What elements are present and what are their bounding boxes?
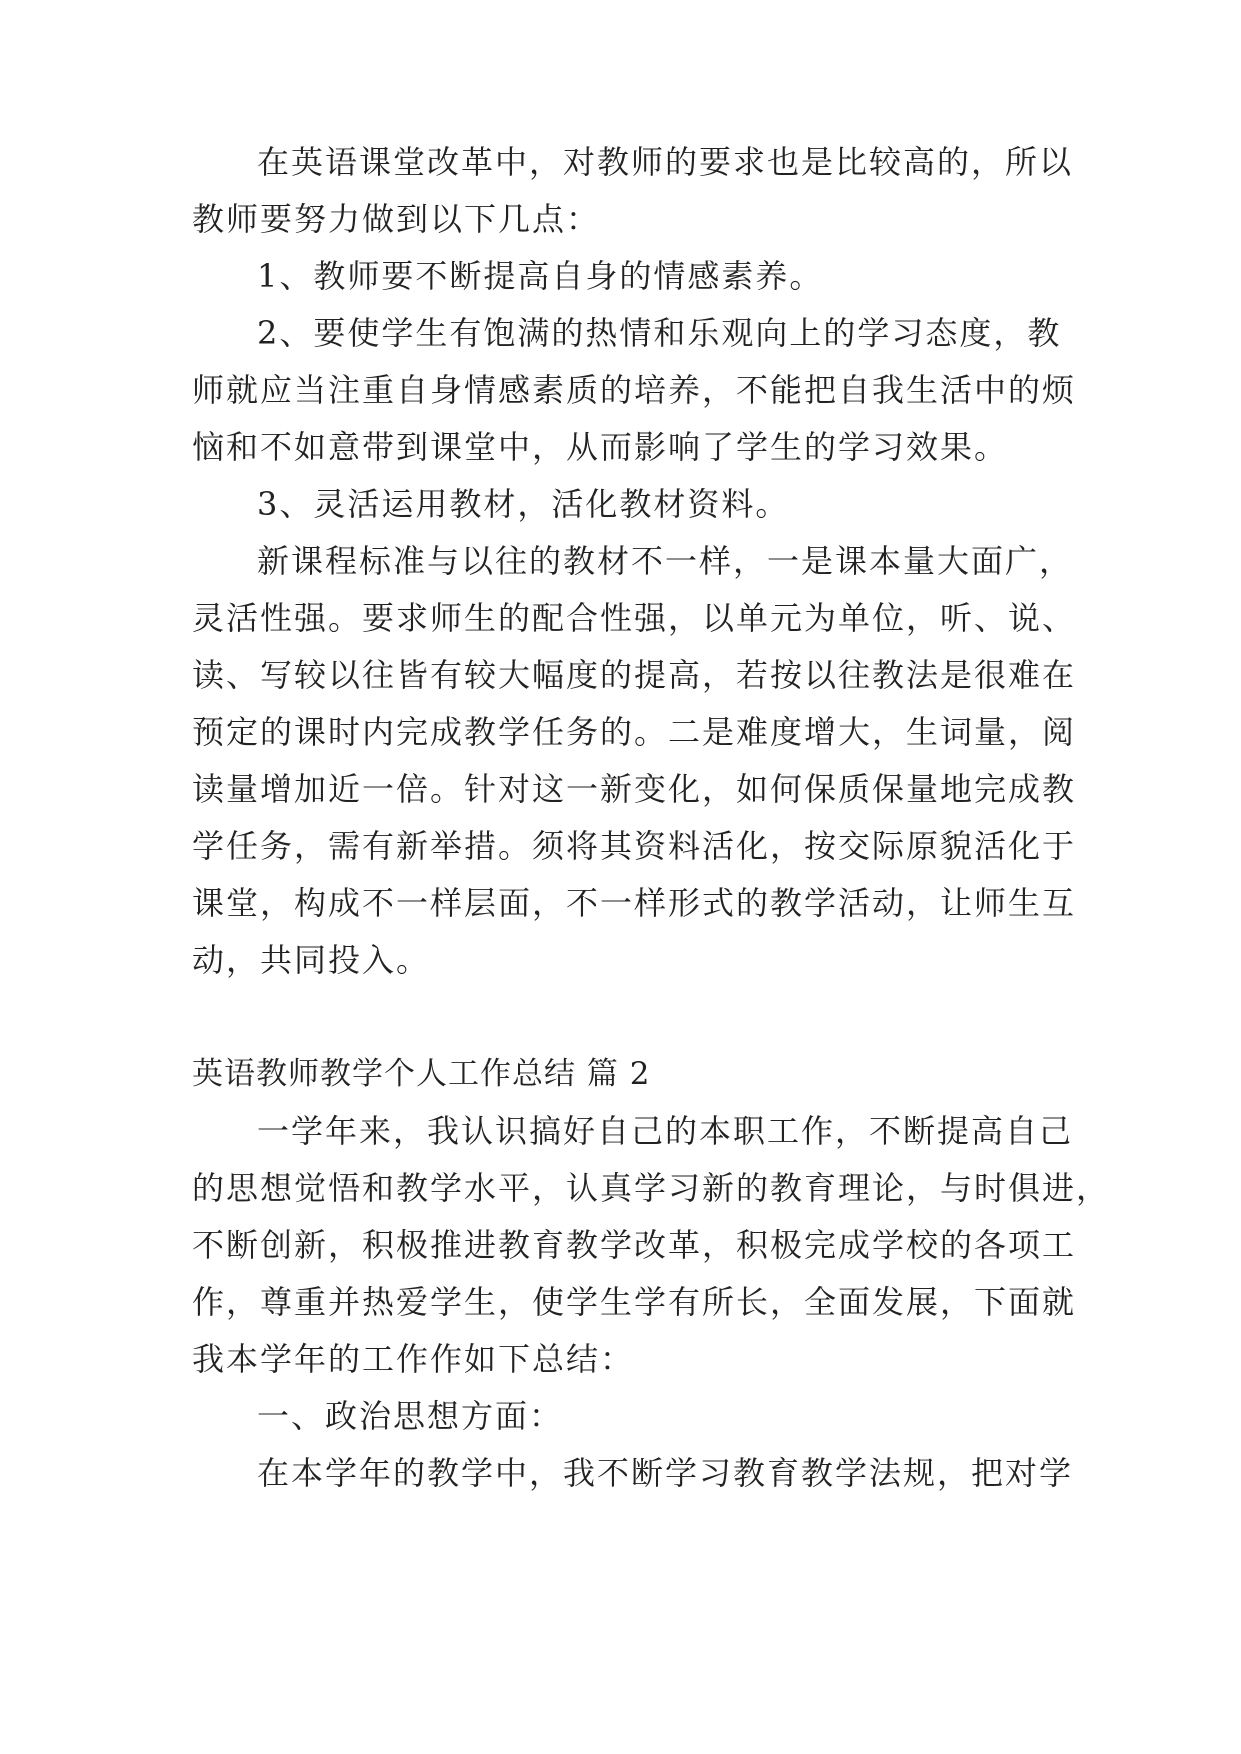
paragraph-line: 我本学年的工作作如下总结： — [192, 1340, 635, 1378]
paragraph-line: 作，尊重并热爱学生，使学生学有所长，全面发展，下面就 — [192, 1283, 1077, 1321]
paragraph-line: 灵活性强。要求师生的配合性强，以单元为单位，听、说、 — [192, 599, 1077, 637]
paragraph-line: 的思想觉悟和教学水平，认真学习新的教育理论，与时俱进， — [192, 1169, 1111, 1207]
paragraph-line: 不断创新，积极推进教育教学改革，积极完成学校的各项工 — [192, 1226, 1077, 1264]
paragraph-line: 读量增加近一倍。针对这一新变化，如何保质保量地完成教 — [192, 770, 1077, 808]
section-heading: 英语教师教学个人工作总结 篇 2 — [192, 1056, 651, 1092]
paragraph-line: 在英语课堂改革中，对教师的要求也是比较高的，所以 — [257, 143, 1074, 181]
paragraph-line: 教师要努力做到以下几点： — [192, 200, 601, 238]
paragraph-line: 读、写较以往皆有较大幅度的提高，若按以往教法是很难在 — [192, 656, 1077, 694]
paragraph-line: 在本学年的教学中，我不断学习教育教学法规，把对学 — [257, 1454, 1074, 1492]
subsection-heading: 一、政治思想方面： — [257, 1397, 564, 1435]
paragraph-line: 预定的课时内完成教学任务的。二是难度增大，生词量，阅 — [192, 713, 1077, 751]
paragraph-line: 恼和不如意带到课堂中，从而影响了学生的学习效果。 — [192, 428, 1009, 466]
list-item-3: 3、灵活运用教材，活化教材资料。 — [257, 485, 790, 523]
list-item-2: 2、要使学生有饱满的热情和乐观向上的学习态度，教 — [257, 314, 1062, 352]
paragraph-line: 课堂，构成不一样层面，不一样形式的教学活动，让师生互 — [192, 884, 1077, 922]
paragraph-line: 师就应当注重自身情感素质的培养，不能把自我生活中的烦 — [192, 371, 1077, 409]
paragraph-line: 学任务，需有新举措。须将其资料活化，按交际原貌活化于 — [192, 827, 1077, 865]
paragraph-line: 新课程标准与以往的教材不一样，一是课本量大面广， — [257, 542, 1074, 580]
list-item-1: 1、教师要不断提高自身的情感素养。 — [257, 257, 824, 295]
paragraph-line: 一学年来，我认识搞好自己的本职工作，不断提高自己 — [257, 1112, 1074, 1150]
paragraph-line: 动，共同投入。 — [192, 941, 431, 979]
